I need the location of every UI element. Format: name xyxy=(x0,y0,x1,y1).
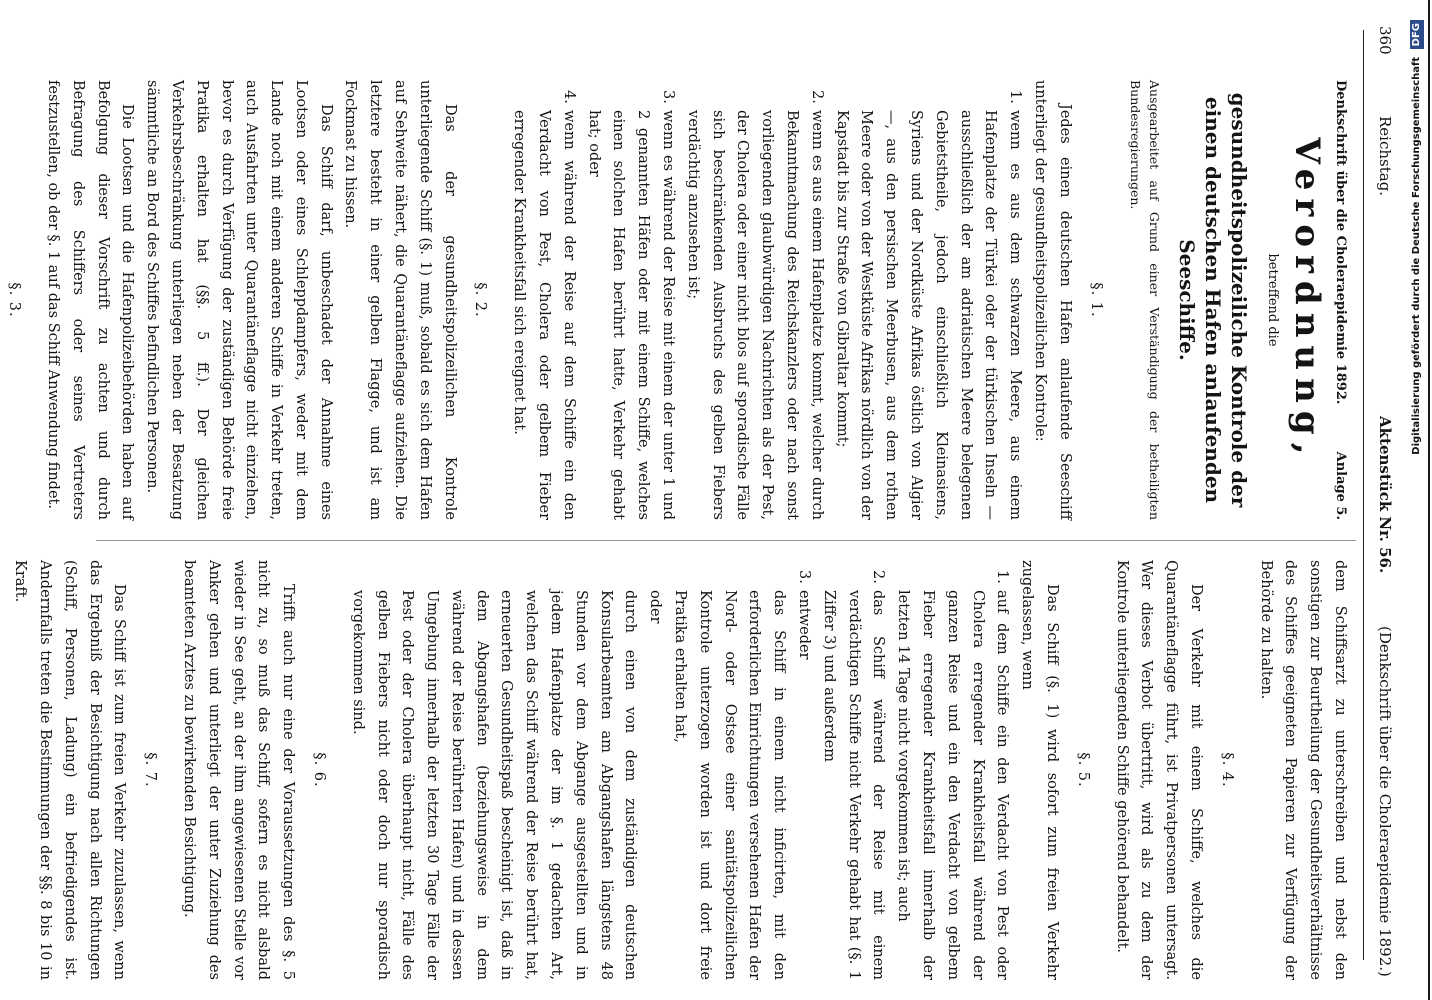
header-publication: Reichstag. xyxy=(1376,116,1394,197)
section-1-item-2: 2.wenn es aus einem Hafenplatze kommt, welcher durch Bekanntmachung des Reichskanzlers oder nach sonst vorliegenden glaubwürdigen Nachrichten als der Pest, der Cholera oder einer nicht blos auf sporadische Fälle sich beschränkenden Ausbruchs des gelben Fiebers verdächtig anzusehen ist; xyxy=(684,90,825,520)
section-2-paragraph-3: Die Lootsen und die Hafenpolizeibehörden haben auf Befolgung dieser Vorschrift zu achten und durch Befragung des Schiffers oder seines Vertreters festzustellen, ob der §. 1 auf das Schiff Anwendung findet. xyxy=(44,80,136,520)
column-divider xyxy=(96,540,1356,541)
section-2-paragraph-2: Das Schiff darf, unbeschadet der Annahme eines Lootsen oder eines Schleppdampfers, weder mit dem Lande noch mit einem anderen Schiffe in Verkehr treten, auch Ausfahrten unter Quarantäneflagge nicht einziehen, bevor es durch Verfügung der zuständigen Behörde freie Pratika erhalten hat (§§. 5 ff.). Der gleichen Verkehrsbeschränkung unterliegen neben der Besatzung sämmtliche an Bord des Schiffes befindlichen Personen. xyxy=(144,80,334,520)
running-head xyxy=(1327,80,1352,520)
section-1-heading: §. 1. xyxy=(1087,282,1104,318)
running-head-right: Anlage 5. xyxy=(1333,451,1348,520)
right-column xyxy=(0,560,1352,980)
header-rule xyxy=(1363,30,1364,960)
section-6-paragraph-1: Trifft auch nur eine der Voraussetzungen des §. 5 nicht zu, so muß das Schiff, sofern es nicht alsbald wieder in See geht, an der ihm angewiesenen Stelle vor Anker gehen und unterliegt der unter Zuziehung des beamteten Arztes zu bewirkenden Besichtigung. xyxy=(180,560,297,980)
ordinance-subject: gesundheitspolizeiliche Kontrole der einen deutschen Hafen anlaufenden Seeschiffe. xyxy=(1174,92,1251,508)
section-1-item-3: 3.wenn es während der Reise mit einem der unter 1 und 2 genannten Häfen oder mit einem Schiffe, welches einen solchen Hafen berührt hatte, Verkehr gehabt hat; oder xyxy=(585,90,677,520)
ordinance-subtitle: betreffend die xyxy=(1265,253,1281,347)
dfg-logo: DFG xyxy=(1410,20,1424,49)
ordinance-title: Verordnung, xyxy=(1287,137,1328,463)
ordinance-basis: Ausgearbeitet auf Grund einer Verständigung der betheiligten Bundesregierungen. xyxy=(1127,80,1162,520)
page-header xyxy=(1366,26,1402,977)
section-3-continuation: dem Schiffsarzt zu unterschreiben und nebst den sonstigen zur Beurtheilung der Gesundheitsverhältnisse des Schiffes geeigneten Papieren zur Verfügung der Behörde zu halten. xyxy=(1257,560,1348,980)
digitization-credit-margin xyxy=(1406,20,1428,980)
section-5-item-3a: das Schiff in einem nicht inficirten, mit den erforderlichen Einrichtungen versehenen Hafen der Nord- oder Ostsee einer sanitätspolizeilichen Kontrole unterzogen worden ist und dort freie Pratika erhalten hat, xyxy=(672,590,788,980)
section-5-item-3: 3.entweder xyxy=(796,570,813,660)
section-1-item-1: 1.wenn es aus dem schwarzen Meere, aus einem Hafenplatze der Türkei oder der türkischen Inseln — ausschließlich der am adriatischen Meere belegenen Gebietstheile, jedoch einschließlich Kleinasiens, Syriens und der Nordküste Afrikas östlich von Algier —, aus den persischen Meerbusen, aus dem rothen Meere oder von der Westküste Afrikas nördlich von der Kapstadt bis zur Straße von Gibraltar kommt; xyxy=(833,90,1024,520)
section-5-item-1: 1.auf dem Schiffe ein den Verdacht von Pest oder Cholera erregender Krankheitsfall während der ganzen Reise und ein den Verdacht von gelbem Fieber erregender Krankheitsfall innerhalb der letzten 14 Tage nicht vorgekommen ist; auch xyxy=(895,570,1011,980)
section-5-item-3b: durch einen von dem zuständigen deutschen Konsularbeamten am Abgangshafen längstens 48 Stunden vor dem Abgange ausgestellten und in jedem Hafenplatze der im §. 1 gedachten Art, welchen das Schiff während der Reise berührt hat, erneuerten Gesundheitspaß bescheinigt ist, daß in dem Abgangshafen (beziehungsweise in dem während der Reise berührten Hafen) und in dessen Umgebung innerhalb der letzten 30 Tage Fälle der Pest oder der Cholera überhaupt nicht, Fälle des gelben Fiebers nicht oder doch nur sporadisch vorgekommen sind. xyxy=(349,590,639,980)
section-1-intro: Jedes einen deutschen Hafen anlaufende Seeschiff unterliegt der gesundheitspolizeilichen Kontrole: xyxy=(1032,80,1073,520)
section-1-item-4: 4.wenn während der Reise auf dem Schiffe ein den Verdacht von Pest, Cholera oder gelbem Fieber erregender Krankheitsfall sich ereignet hat. xyxy=(511,90,577,520)
running-head-left: Denkschrift über die Choleraepidemie 1892. xyxy=(1333,80,1348,405)
section-6-heading: §. 6. xyxy=(310,752,327,788)
section-5-intro: Das Schiff (§. 1) wird sofort zum freien Verkehr zugelassen, wenn xyxy=(1019,560,1061,980)
section-4-heading: §. 4. xyxy=(1218,752,1235,788)
header-document: Aktenstück Nr. 56. xyxy=(1376,416,1394,574)
section-5-or: oder xyxy=(647,590,664,624)
header-topic: (Denkschrift über die Choleraepidemie 1892.) xyxy=(1376,626,1394,977)
page-number: 360 xyxy=(1376,26,1394,55)
section-2-paragraph-1: Das der gesundheitspolizeilichen Kontrole unterliegende Schiff (§. 1) muß, sobald es sich dem Hafen auf Sehweite nähert, die Quarantäneflagge aufziehen. Die letztere besteht in einer gelben Flagge, und ist am Fockmast zu hissen. xyxy=(342,80,458,520)
section-7-heading: §. 7. xyxy=(142,752,159,788)
section-5-heading: §. 5. xyxy=(1074,752,1091,788)
credit-text: Digitalisierung gefördert durch die Deutsche Forschungsgemeinschaft xyxy=(1411,56,1422,455)
section-2-heading: §. 2. xyxy=(472,282,489,318)
section-3-heading: §. 3. xyxy=(6,282,23,318)
left-column xyxy=(0,80,1352,520)
section-7-paragraph-1: Das Schiff ist zum freien Verkehr zuzulassen, wenn das Ergebniß der Besichtigung nach allen Richtungen (Schiff, Personen, Ladung) ein befriedigendes ist. Andernfalls treten die Bestimmungen der §§. 8 bis 10 in Kraft. xyxy=(12,560,128,980)
section-5-item-2: 2.das Schiff während der Reise mit einem verdächtigen Schiffe nicht Verkehr gehabt hat (§. 1 Ziffer 3) und außerdem xyxy=(820,570,887,980)
section-4-paragraph-1: Der Verkehr mit einem Schiffe, welches die Quarantäneflagge führt, ist Privatpersonen untersagt. Wer dieses Verbot übertritt, wird als zu dem der Kontrole unterliegenden Schiffe gehörend behandelt. xyxy=(1113,560,1205,980)
